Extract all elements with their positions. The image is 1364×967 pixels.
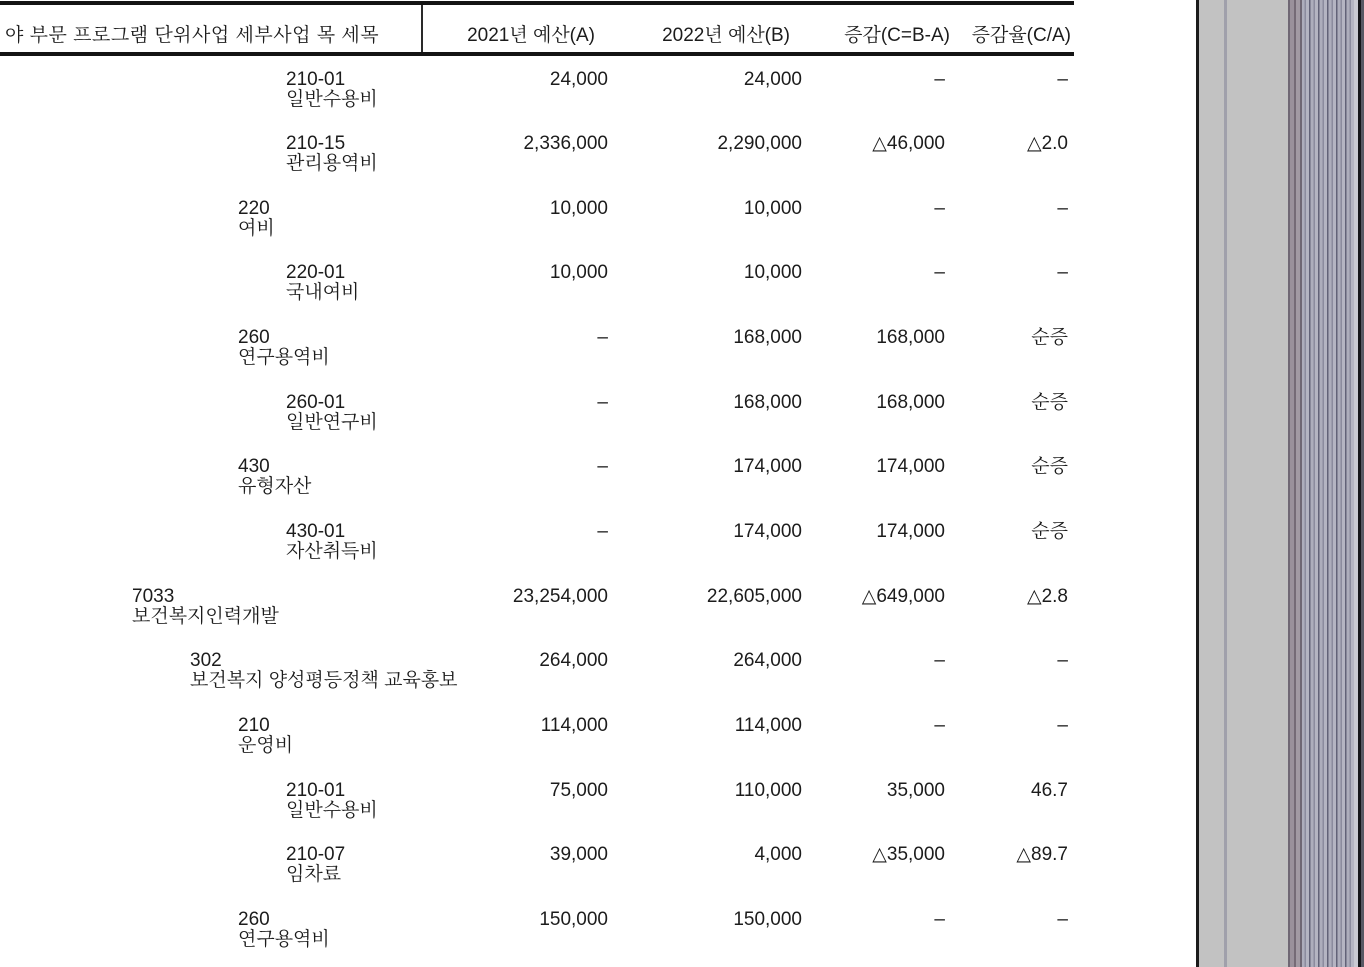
table-row <box>0 898 1074 963</box>
change-amount-value: – <box>934 714 945 736</box>
change-rate-value: – <box>1057 68 1068 90</box>
table-row <box>0 704 1074 769</box>
change-rate-value: 순증 <box>1031 520 1068 542</box>
item-name: 유형자산 <box>238 476 312 498</box>
change-rate-value: – <box>1057 262 1068 284</box>
header-bottom-rule <box>0 52 1074 56</box>
item-code: 260-01 <box>286 391 346 413</box>
change-amount-value: 168,000 <box>876 327 945 349</box>
budget-2022-value: 168,000 <box>733 391 802 413</box>
budget-2021-value: 2,336,000 <box>523 133 608 155</box>
table-row <box>0 575 1074 640</box>
budget-2022-value: 10,000 <box>743 197 802 219</box>
item-name: 일반수용비 <box>286 799 378 821</box>
budget-2022-value: 4,000 <box>754 844 802 866</box>
budget-2022-value: 10,000 <box>743 262 802 284</box>
budget-2021-value: 75,000 <box>549 779 608 801</box>
budget-2021-value: 23,254,000 <box>512 585 608 607</box>
table-row <box>0 122 1074 187</box>
change-rate-value: 순증 <box>1031 391 1068 413</box>
item-code: 210 <box>238 714 270 736</box>
change-rate-value: △89.7 <box>1016 844 1068 866</box>
column-header-2021-budget: 2021년 예산(A) <box>467 25 595 46</box>
change-amount-value: – <box>934 197 945 219</box>
budget-2022-value: 24,000 <box>743 68 802 90</box>
change-amount-value: 35,000 <box>886 779 945 801</box>
change-rate-value: – <box>1057 714 1068 736</box>
item-code: 210-15 <box>286 133 346 155</box>
budget-2022-value: 168,000 <box>733 327 802 349</box>
table-row <box>0 381 1074 446</box>
change-amount-value: 174,000 <box>876 456 945 478</box>
budget-2021-value: 264,000 <box>539 650 608 672</box>
table-row <box>0 639 1074 704</box>
column-header-2022-budget: 2022년 예산(B) <box>662 25 790 46</box>
item-code: 210-01 <box>286 68 346 90</box>
column-header-change-rate: 증감율(C/A) <box>971 25 1071 46</box>
change-amount-value: – <box>934 908 945 930</box>
gutter-line <box>1224 0 1227 967</box>
change-amount-value: △649,000 <box>861 585 945 607</box>
budget-2022-value: 2,290,000 <box>717 133 802 155</box>
item-label <box>286 781 378 821</box>
change-amount-value: – <box>934 262 945 284</box>
item-name: 보건복지인력개발 <box>132 605 279 627</box>
header-top-rule <box>0 1 1074 5</box>
item-label <box>238 199 275 239</box>
item-label <box>238 457 311 497</box>
change-amount-value: 174,000 <box>876 520 945 542</box>
table-header <box>0 0 1074 57</box>
item-label <box>286 70 378 110</box>
budget-2022-value: 150,000 <box>733 908 802 930</box>
table-row <box>0 316 1074 381</box>
budget-2022-value: 174,000 <box>733 456 802 478</box>
item-code: 260 <box>238 327 270 349</box>
change-rate-value: △2.8 <box>1026 585 1068 607</box>
change-rate-value: 순증 <box>1031 327 1068 349</box>
item-label <box>286 845 345 885</box>
budget-2021-value: – <box>597 327 608 349</box>
change-amount-value: △35,000 <box>872 844 945 866</box>
budget-2022-value: 110,000 <box>734 779 802 801</box>
change-rate-value: – <box>1057 650 1068 672</box>
item-name: 자산취득비 <box>286 540 378 562</box>
column-header-change: 증감(C=B-A) <box>844 25 950 46</box>
budget-2021-value: – <box>597 456 608 478</box>
item-code: 220-01 <box>286 262 346 284</box>
item-name: 일반수용비 <box>286 88 378 110</box>
item-label <box>238 716 293 756</box>
budget-2021-value: – <box>597 391 608 413</box>
item-name: 국내여비 <box>286 282 360 304</box>
item-label <box>238 328 330 368</box>
budget-2022-value: 264,000 <box>733 650 802 672</box>
budget-2021-value: 114,000 <box>540 714 608 736</box>
item-name: 운영비 <box>238 734 294 756</box>
item-name: 임차료 <box>286 864 342 886</box>
item-label <box>286 263 359 303</box>
page-stack-edge <box>1288 0 1354 967</box>
item-code: 220 <box>238 197 270 219</box>
budget-2022-value: 174,000 <box>733 520 802 542</box>
item-name: 일반연구비 <box>286 411 378 433</box>
budget-2021-value: 10,000 <box>549 262 608 284</box>
hierarchy-column-header: 야 부문 프로그램 단위사업 세부사업 목 세목 <box>5 25 380 46</box>
item-label <box>286 522 378 562</box>
change-rate-value: – <box>1057 197 1068 219</box>
item-name: 관리용역비 <box>286 153 378 175</box>
item-code: 430 <box>238 456 270 478</box>
table-row <box>0 187 1074 252</box>
item-name: 여비 <box>238 217 275 239</box>
change-rate-value: – <box>1057 908 1068 930</box>
change-amount-value: 168,000 <box>876 391 945 413</box>
budget-2022-value: 22,605,000 <box>706 585 802 607</box>
item-code: 210-07 <box>286 844 346 866</box>
table-row <box>0 251 1074 316</box>
item-label <box>238 910 330 950</box>
budget-2021-value: 24,000 <box>549 68 608 90</box>
table-row <box>0 445 1074 510</box>
budget-2021-value: – <box>597 520 608 542</box>
item-code: 260 <box>238 908 270 930</box>
table-row <box>0 58 1074 123</box>
item-code: 210-01 <box>286 779 346 801</box>
item-label <box>190 651 458 691</box>
change-rate-value: 순증 <box>1031 456 1068 478</box>
item-name: 보건복지 양성평등정책 교육홍보 <box>190 670 458 692</box>
budget-2022-value: 114,000 <box>734 714 802 736</box>
change-amount-value: – <box>934 68 945 90</box>
item-code: 7033 <box>132 585 175 607</box>
item-label <box>286 134 378 174</box>
budget-2021-value: 150,000 <box>539 908 608 930</box>
item-label <box>132 587 279 627</box>
item-label <box>286 393 378 433</box>
item-name: 연구용역비 <box>238 928 330 950</box>
table-body <box>0 58 1074 963</box>
table-row <box>0 510 1074 575</box>
item-name: 연구용역비 <box>238 347 330 369</box>
change-rate-value: △2.0 <box>1026 133 1068 155</box>
item-code: 302 <box>190 650 222 672</box>
table-row <box>0 833 1074 898</box>
budget-2021-value: 39,000 <box>549 844 608 866</box>
page-gutter <box>1199 0 1288 967</box>
table-row <box>0 769 1074 834</box>
item-code: 430-01 <box>286 520 346 542</box>
change-rate-value: 46.7 <box>1031 779 1068 801</box>
change-amount-value: △46,000 <box>872 133 945 155</box>
change-amount-value: – <box>934 650 945 672</box>
budget-2021-value: 10,000 <box>549 197 608 219</box>
